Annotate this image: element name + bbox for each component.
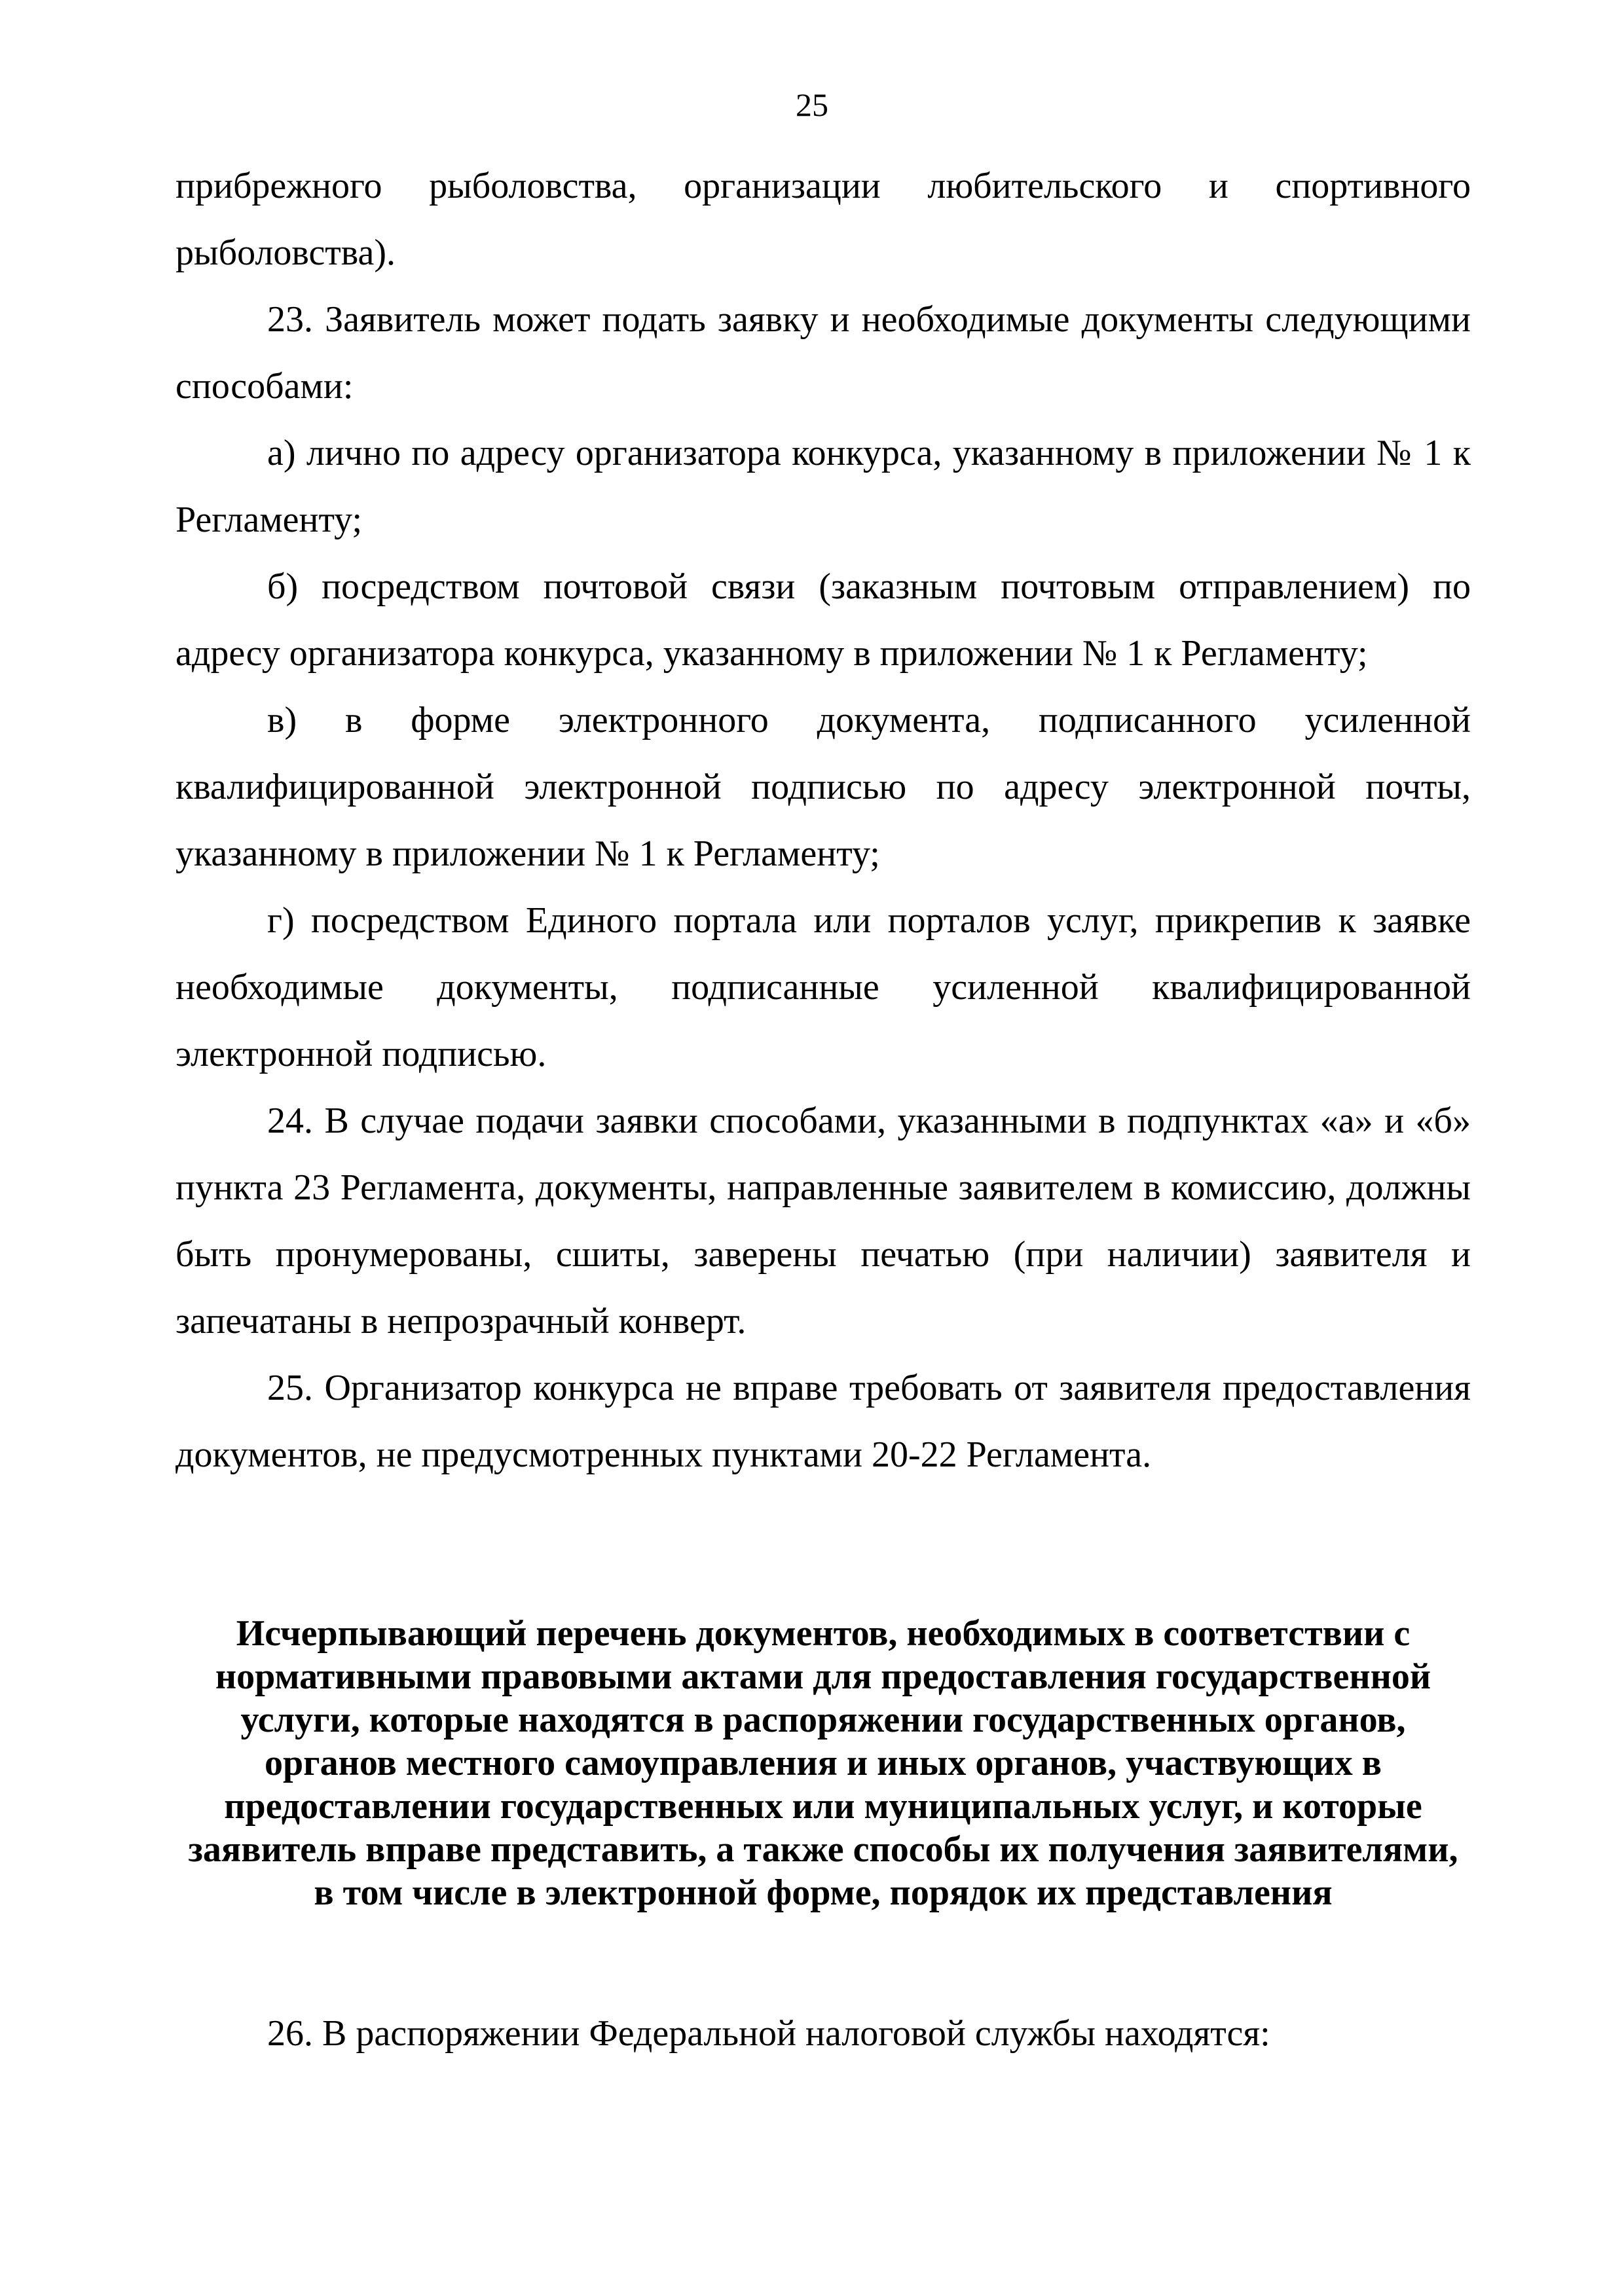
paragraph-23-a: а) лично по адресу организатора конкурса, указанному в приложении № 1 к Регламенту; <box>175 433 1471 540</box>
paragraph-26: 26. В распоряжении Федеральной налоговой службы находятся: <box>267 2013 1270 2054</box>
page-number: 25 <box>796 86 828 123</box>
paragraph-23-b: б) посредством почтовой связи (заказным почтовым отправлением) по адресу организатора конкурса, указанному в приложении № 1 к Регламенту; <box>175 566 1471 674</box>
paragraph-23-g: г) посредством Единого портала или порталов услуг, прикрепив к заявке необходимые документы, подписанные усиленной квалифицированной электронной подписью. <box>175 900 1471 1074</box>
paragraph-24: 24. В случае подачи заявки способами, указанными в подпунктах «а» и «б» пункта 23 Регламента, документы, направленные заявителем в комиссию, должны быть пронумерованы, сшиты, заверены печатью (при наличии) заявителя и запечатаны в непрозрачный конверт. <box>175 1101 1471 1341</box>
paragraph-continuation: прибрежного рыболовства, организации любительского и спортивного рыболовства). <box>175 166 1471 273</box>
paragraph-23-v: в) в форме электронного документа, подписанного усиленной квалифицированной электронной подписью по адресу электронной почты, указанному в приложении № 1 к Регламенту; <box>175 700 1471 874</box>
paragraph-23: 23. Заявитель может подать заявку и необходимые документы следующими способами: <box>175 299 1471 407</box>
paragraph-25: 25. Организатор конкурса не вправе требовать от заявителя предоставления документов, не предусмотренных пунктами 20-22 Регламента. <box>175 1368 1471 1475</box>
document-body <box>175 153 1471 1488</box>
section-heading: Исчерпывающий перечень документов, необходимых в соответствии с нормативными правовыми актами для предоставления государственной услуги, которые находятся в распоряжении государственных органов, органов местного самоуправления и иных органов, участвующих в предоставлении государственных или муниципальных услуг, и которые заявитель вправе представить, а также способы их получения заявителями, в том числе в электронной форме, порядок их представления <box>188 1613 1458 1913</box>
